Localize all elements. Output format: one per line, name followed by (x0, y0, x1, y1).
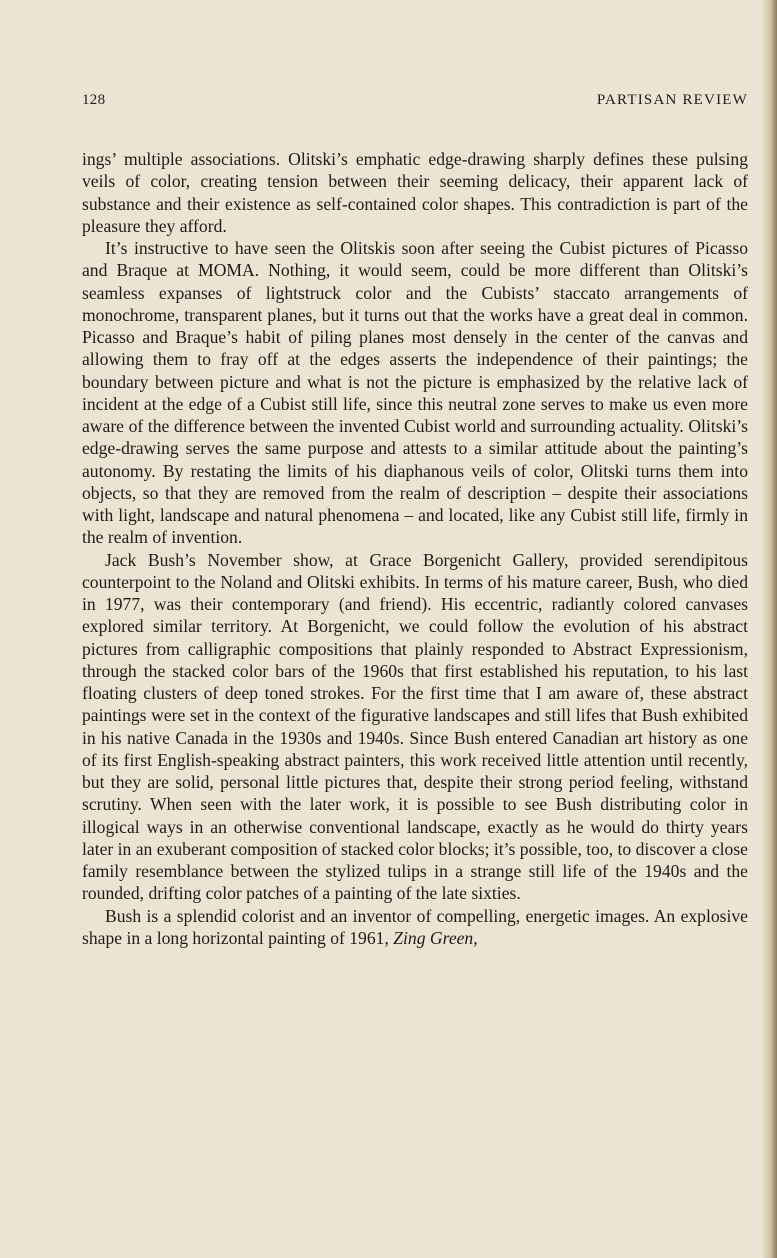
page-number: 128 (82, 92, 106, 108)
paragraph: Jack Bush’s November show, at Grace Borgenicht Gallery, provided serendipitous counterpoint to the Noland and Olitski exhibits. In terms of his mature career, Bush, who died in 1977, was their contemporary (and friend). His eccentric, radiantly colored canvases explored similar territory. At Borgenicht, we could follow the evolution of his abstract pictures from calligraphic compositions that plainly responded to Abstract Expressionism, through the stacked color bars of the 1960s that first established his reputation, to his last floating clusters of deep toned strokes. For the first time that I am aware of, these abstract paintings were set in the context of the figurative landscapes and still lifes that Bush exhibited in his native Canada in the 1930s and 1940s. Since Bush entered Canadian art history as one of its first English-speaking abstract painters, this work received little attention until recently, but they are solid, personal little pictures that, despite their strong period feeling, withstand scrutiny. When seen with the later work, it is possible to see Bush distributing color in illogical ways in an otherwise conventional landscape, exactly as he would do thirty years later in an exuberant composition of stacked color blocks; it’s possible, too, to discover a close family resemblance between the stylized tulips in a strange still life of the 1940s and the rounded, drifting color patches of a painting of the late sixties. (82, 549, 748, 904)
page-header (82, 92, 748, 114)
paragraph-text: Bush is a splendid colorist and an inventor of compelling, energetic images. An explosive shape in a long horizontal painting of 1961, (82, 905, 748, 948)
running-head: PARTISAN REVIEW (596, 92, 748, 108)
artwork-title: Zing Green, (393, 927, 478, 948)
paragraph: ings’ multiple associations. Olitski’s emphatic edge-drawing sharply defines these pulsing veils of color, creating tension between their seeming delicacy, their apparent lack of substance and their existence as self-contained color shapes. This contradiction is part of the pleasure they afford. (82, 149, 748, 236)
paragraph: It’s instructive to have seen the Olitskis soon after seeing the Cubist pictures of Picasso and Braque at MOMA. Nothing, it would seem, could be more different than Olitski’s seamless expanses of lightstruck color and the Cubists’ staccato arrangements of monochrome, transparent planes, but it turns out that the works have a great deal in common. Picasso and Braque’s habit of piling planes most densely in the center of the canvas and allowing them to fray off at the edges asserts the independence of their paintings; the boundary between picture and what is not the picture is emphasized by the relative lack of incident at the edge of a Cubist still life, since this neutral zone serves to make us even more aware of the difference between the invented Cubist world and surrounding actuality. Olitski’s edge-drawing serves the same purpose and attests to a similar attitude about the painting’s autonomy. By restating the limits of his diaphanous veils of color, Olitski turns them into objects, so that they are removed from the realm of description – despite their associations with light, landscape and natural phenomena – and located, like any Cubist still life, firmly in the realm of invention. (82, 238, 748, 548)
body-text (82, 148, 748, 949)
paragraph (82, 905, 748, 950)
page-binding-edge (763, 0, 777, 1258)
